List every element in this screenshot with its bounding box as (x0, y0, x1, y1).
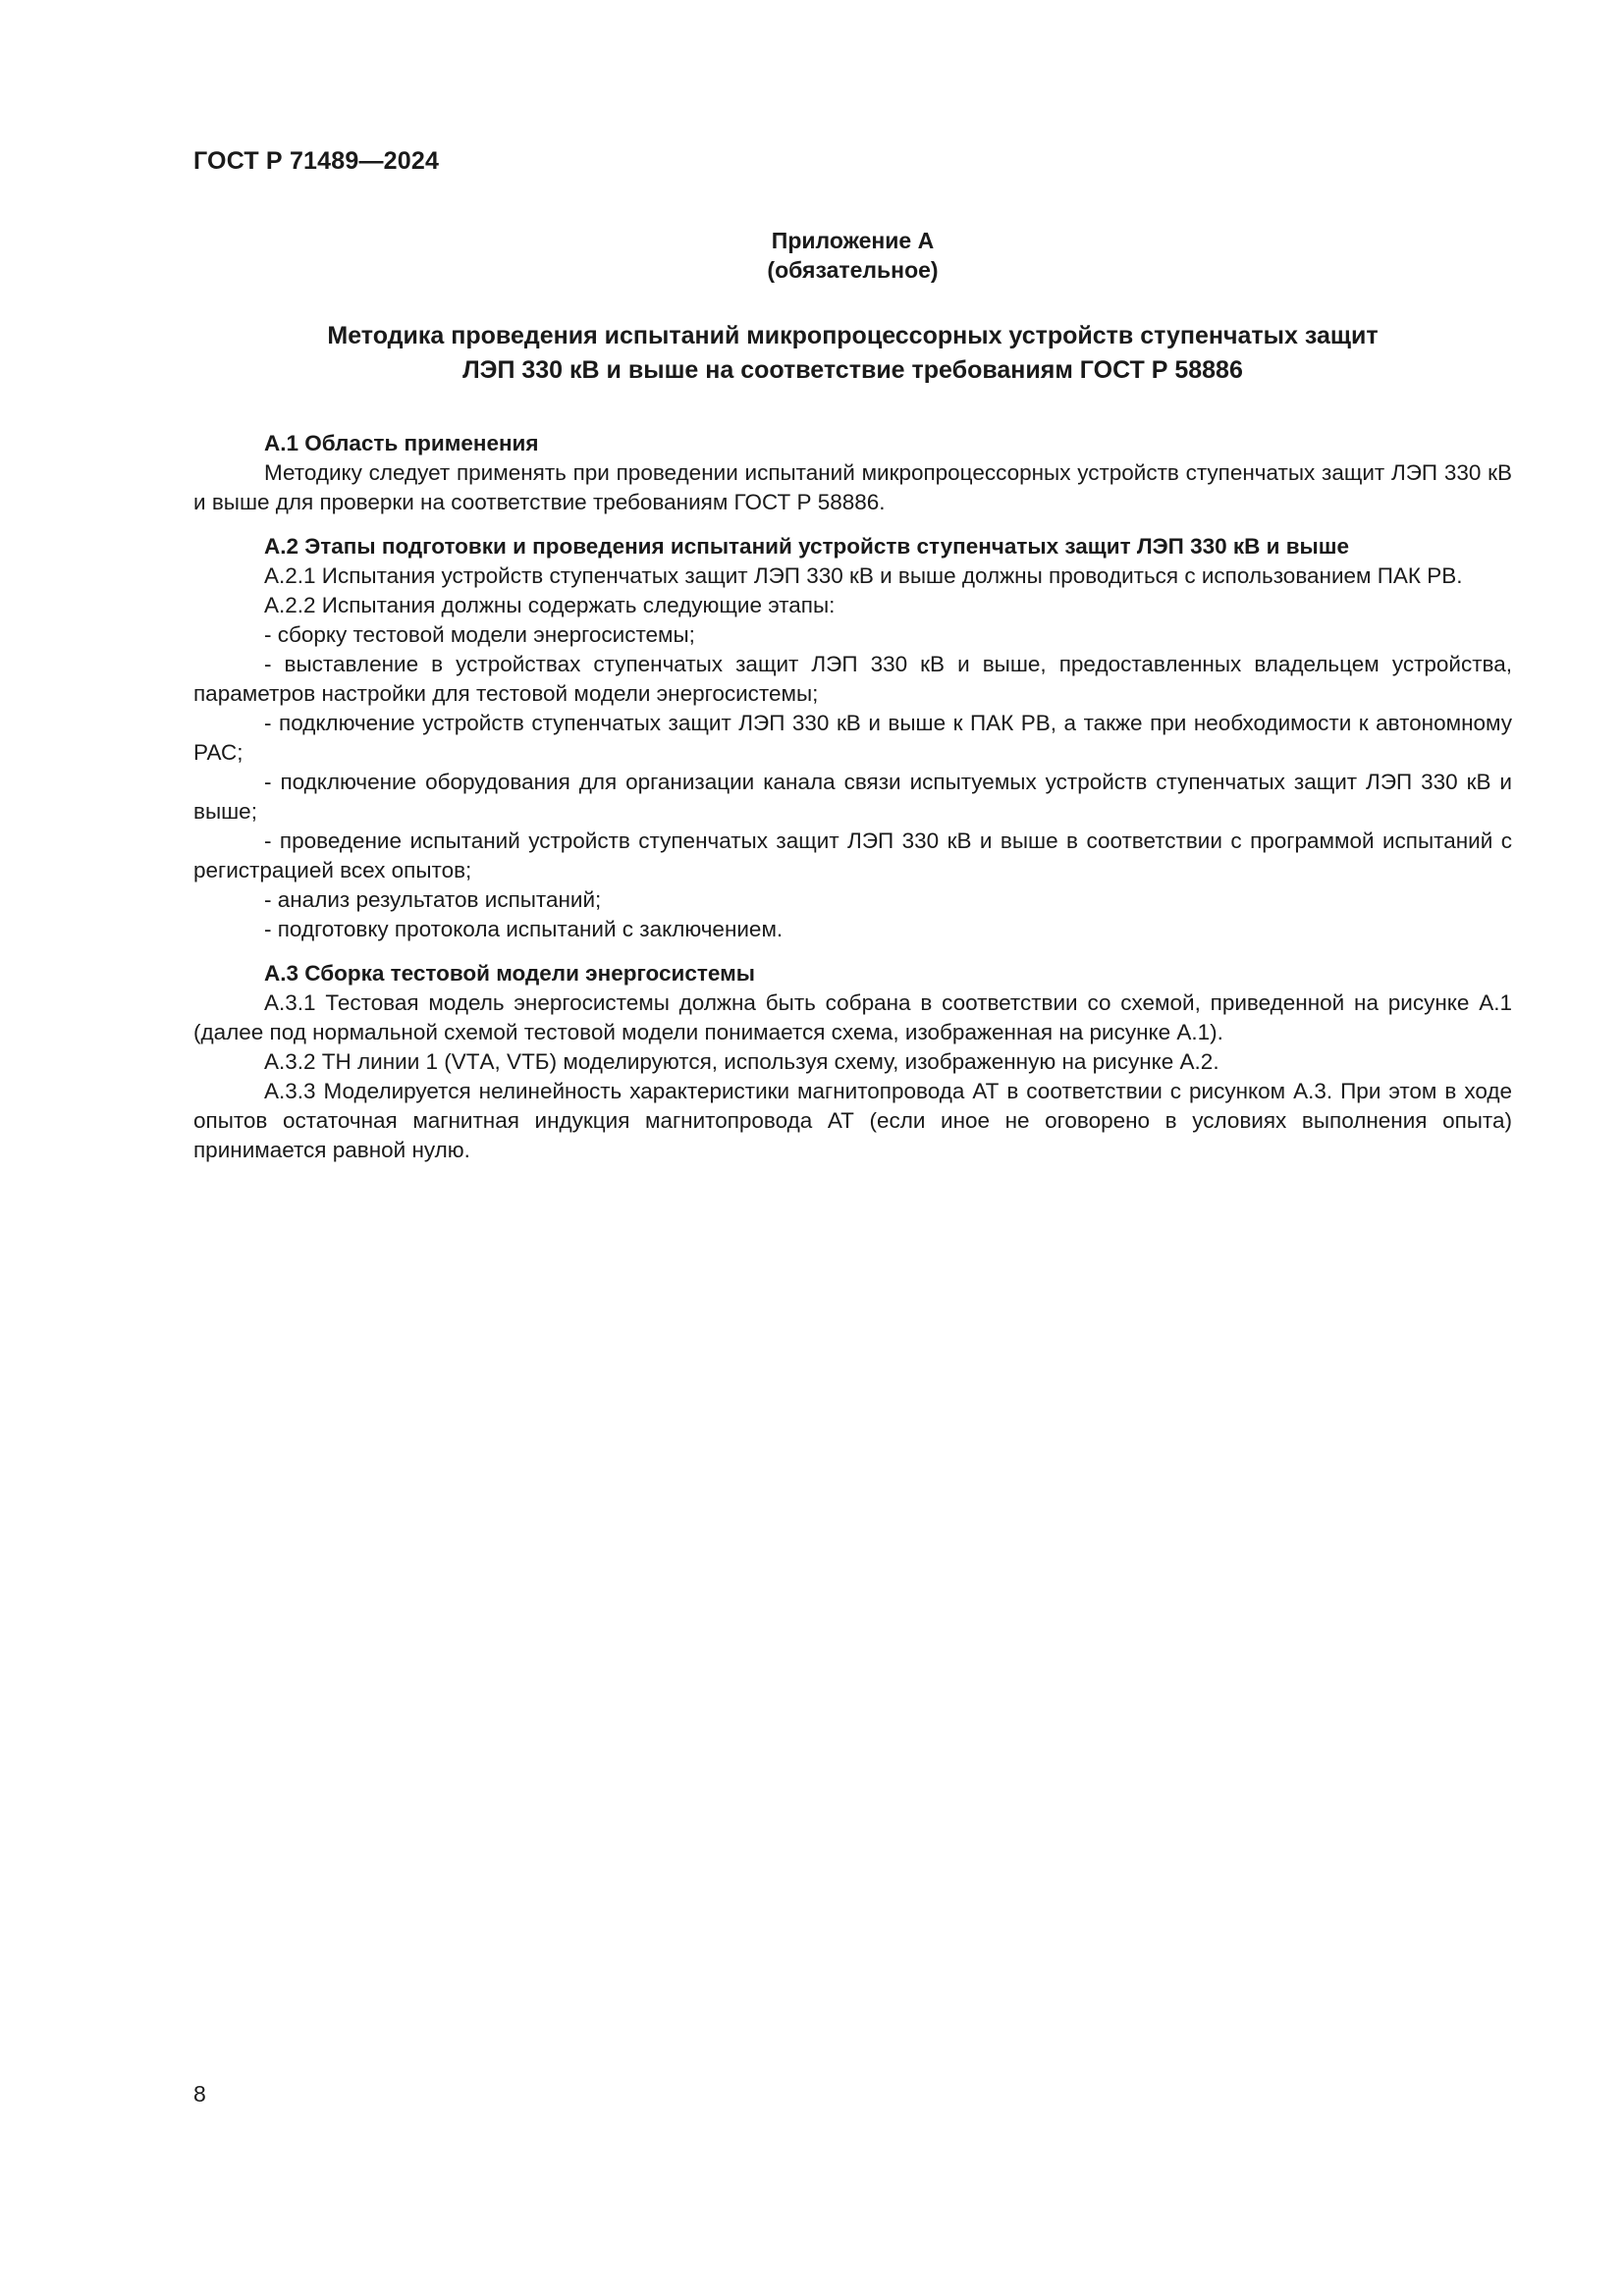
section-spacer (193, 944, 1512, 959)
document-code-header: ГОСТ Р 71489—2024 (193, 147, 440, 175)
list-item: - подключение устройств ступенчатых защит ЛЭП 330 кВ и выше к ПАК РВ, а также при необходимости к автономному РАС; (193, 711, 1512, 765)
section-heading-a3: А.3 Сборка тестовой модели энергосистемы (264, 961, 755, 986)
section-a3 (193, 959, 1512, 1165)
appendix-heading (193, 226, 1512, 285)
appendix-label: Приложение А (771, 228, 935, 253)
page-number: 8 (193, 2081, 206, 2107)
document-title-line-1: Методика проведения испытаний микропроцессорных устройств ступенчатых защит (327, 322, 1379, 349)
paragraph-a2-1: А.2.1 Испытания устройств ступенчатых защит ЛЭП 330 кВ и выше должны проводиться с использованием ПАК РВ. (264, 563, 1463, 588)
list-item: - подключение оборудования для организации канала связи испытуемых устройств ступенчатых защит ЛЭП 330 кВ и выше; (193, 770, 1512, 824)
section-spacer (193, 517, 1512, 532)
section-a2 (193, 532, 1512, 944)
list-item: - сборку тестовой модели энергосистемы; (264, 622, 695, 647)
list-item: - проведение испытаний устройств ступенчатых защит ЛЭП 330 кВ и выше в соответствии с программой испытаний с регистрацией всех опытов; (193, 828, 1512, 882)
paragraph-a3-2: А.3.2 ТН линии 1 (VTА, VTБ) моделируются, используя схему, изображенную на рисунке А.2. (264, 1049, 1219, 1074)
appendix-status: (обязательное) (767, 257, 939, 283)
section-heading-a1: А.1 Область применения (264, 431, 539, 455)
list-item: - анализ результатов испытаний; (264, 887, 602, 912)
list-item: - подготовку протокола испытаний с заключением. (264, 917, 784, 941)
list-item: - выставление в устройствах ступенчатых защит ЛЭП 330 кВ и выше, предоставленных владельцем устройства, параметров настройки для тестовой модели энергосистемы; (193, 652, 1512, 706)
paragraph-a3-3: А.3.3 Моделируется нелинейность характеристики магнитопровода АТ в соответствии с рисунком А.3. При этом в ходе опытов остаточная магнитная индукция магнитопровода АТ (если иное не оговорено в условиях выполнения опыта) принимается равной нулю. (193, 1079, 1512, 1162)
section-heading-a2: А.2 Этапы подготовки и проведения испытаний устройств ступенчатых защит ЛЭП 330 кВ и выше (264, 534, 1350, 559)
section-a1 (193, 429, 1512, 517)
document-body (193, 429, 1512, 1165)
document-title-line-2: ЛЭП 330 кВ и выше на соответствие требованиям ГОСТ Р 58886 (462, 356, 1243, 384)
paragraph-a3-1: А.3.1 Тестовая модель энергосистемы должна быть собрана в соответствии со схемой, приведенной на рисунке А.1 (далее под нормальной схемой тестовой модели понимается схема, изображенная на рисунке А.1). (193, 990, 1512, 1044)
document-title (193, 319, 1512, 388)
paragraph-a1: Методику следует применять при проведении испытаний микропроцессорных устройств ступенчатых защит ЛЭП 330 кВ и выше для проверки на соответствие требованиям ГОСТ Р 58886. (193, 460, 1512, 514)
paragraph-a2-2: А.2.2 Испытания должны содержать следующие этапы: (264, 593, 836, 617)
